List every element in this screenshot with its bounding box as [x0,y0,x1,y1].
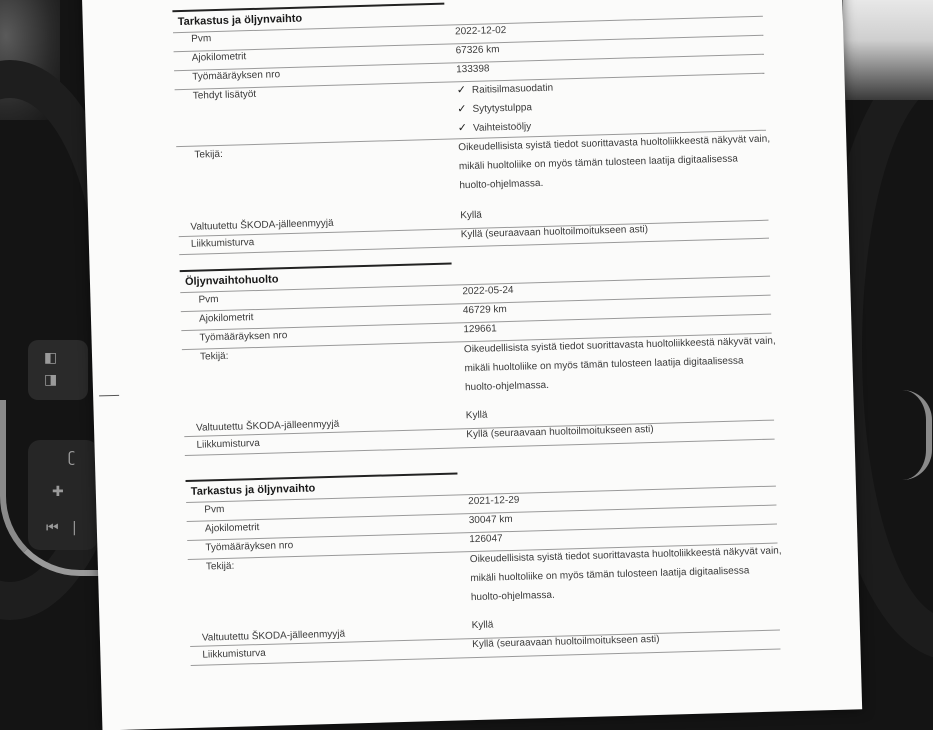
skip-back-icon: ⏮ [46,520,59,536]
pvm-value: 2021-12-29 [468,494,520,508]
section-rule [172,3,444,13]
by-value-line: huolto-ohjelmassa. [459,177,544,192]
by-value [458,130,771,196]
pvm-value: 2022-05-24 [462,284,514,298]
steering-wheel-chrome-trim-right [866,390,932,480]
mobility-label: Liikkumisturva [196,437,261,451]
dealer-label: Valtuutettu ŠKODA-jälleenmyyjä [190,217,334,233]
section-rule [186,472,458,482]
by-value [464,332,777,398]
pvm-label: Pvm [198,294,219,306]
mobility-label: Liikkumisturva [190,237,255,250]
by-value-line: huolto-ohjelmassa. [464,379,550,394]
mobility-label: Liikkumisturva [202,647,266,661]
order-label: Työmääräyksen nro [205,540,294,554]
order-label: Työmääräyksen nro [192,69,281,83]
order-value: 133398 [456,63,490,76]
dealer-value: Kyllä [460,209,483,222]
extra-work-item [456,78,553,100]
section-title: Tarkastus ja öljynvaihto [177,12,303,29]
section-title: Öljynvaihtohuolto [184,273,279,288]
extra-work-text: Vaihteistoöljy [472,121,532,134]
lane-assist-icon: ◨ [44,372,58,388]
pvm-label: Pvm [204,503,225,516]
km-value: 30047 km [468,513,513,527]
dealer-label: Valtuutettu ŠKODA-jälleenmyyjä [201,628,346,644]
extra-work-text: Raitisilmasuodatin [471,82,554,96]
extra-work-text: Sytytystulppa [472,102,533,115]
dealer-value: Kyllä [465,409,488,422]
km-value: 46729 km [462,304,507,317]
wheel-button-cluster-upper [28,340,88,400]
by-value-line: mikäli huoltoliike on myös tämän tulosteen laatija digitaalisessa [458,153,738,173]
by-value-line: mikäli huoltoliike on myös tämän tulosteen laatija digitaalisessa [470,565,750,585]
dealer-value: Kyllä [471,619,494,632]
by-value-line: mikäli huoltoliike on myös tämän tulosteen laatija digitaalisessa [464,355,744,375]
km-label: Ajokilometrit [191,51,247,64]
divider-icon: | [72,520,77,536]
background-window-light [843,0,933,100]
km-label: Ajokilometrit [204,522,260,535]
pvm-label: Pvm [191,33,212,45]
by-value-line: huolto-ohjelmassa. [470,589,555,604]
km-value: 67326 km [455,44,500,57]
order-value: 129661 [463,323,497,336]
by-label: Tekijä: [199,350,229,363]
by-value [470,541,783,607]
dealer-label: Valtuutettu ŠKODA-jälleenmyyjä [195,418,340,434]
section-title: Tarkastus ja öljynvaihto [190,482,316,498]
mobility-value: Kyllä (seuraavaan huoltoilmoitukseen asti) [472,633,660,651]
by-value-line: Oikeudellisista syistä tiedot suorittavasta huoltoliikkeestä näkyvät vain, [458,133,771,154]
service-record-paper [82,0,862,730]
cruise-icon: ◧ [44,350,58,366]
by-label: Tekijä: [194,148,223,161]
order-value: 126047 [469,533,503,546]
by-value-line: Oikeudellisista syistä tiedot suorittavasta huoltoliikkeestä näkyvät vain, [463,335,776,356]
service-section-3 [95,449,855,661]
volume-icon: ✚ [52,484,64,500]
section-rule [180,263,452,273]
voice-icon: ʗ [68,450,76,466]
mobility-value: Kyllä (seuraavaan huoltoilmoitukseen asti) [466,423,654,441]
by-value-line: Oikeudellisista syistä tiedot suorittavasta huoltoliikkeestä näkyvät vain, [469,545,782,566]
margin-mark [99,395,119,397]
pvm-value: 2022-12-02 [454,24,507,38]
extra-work-label: Tehdyt lisätyöt [192,88,257,102]
extra-work-item [458,116,555,138]
extra-work-list [456,78,554,138]
check-icon: ✓ [457,102,467,116]
check-icon: ✓ [457,121,468,135]
by-label: Tekijä: [205,560,235,573]
km-label: Ajokilometrit [198,312,254,325]
wheel-button-cluster-lower [28,440,98,550]
check-icon: ✓ [456,83,467,97]
order-label: Työmääräyksen nro [199,330,288,344]
mobility-value: Kyllä (seuraavaan huoltoilmoitukseen asti) [460,224,649,241]
